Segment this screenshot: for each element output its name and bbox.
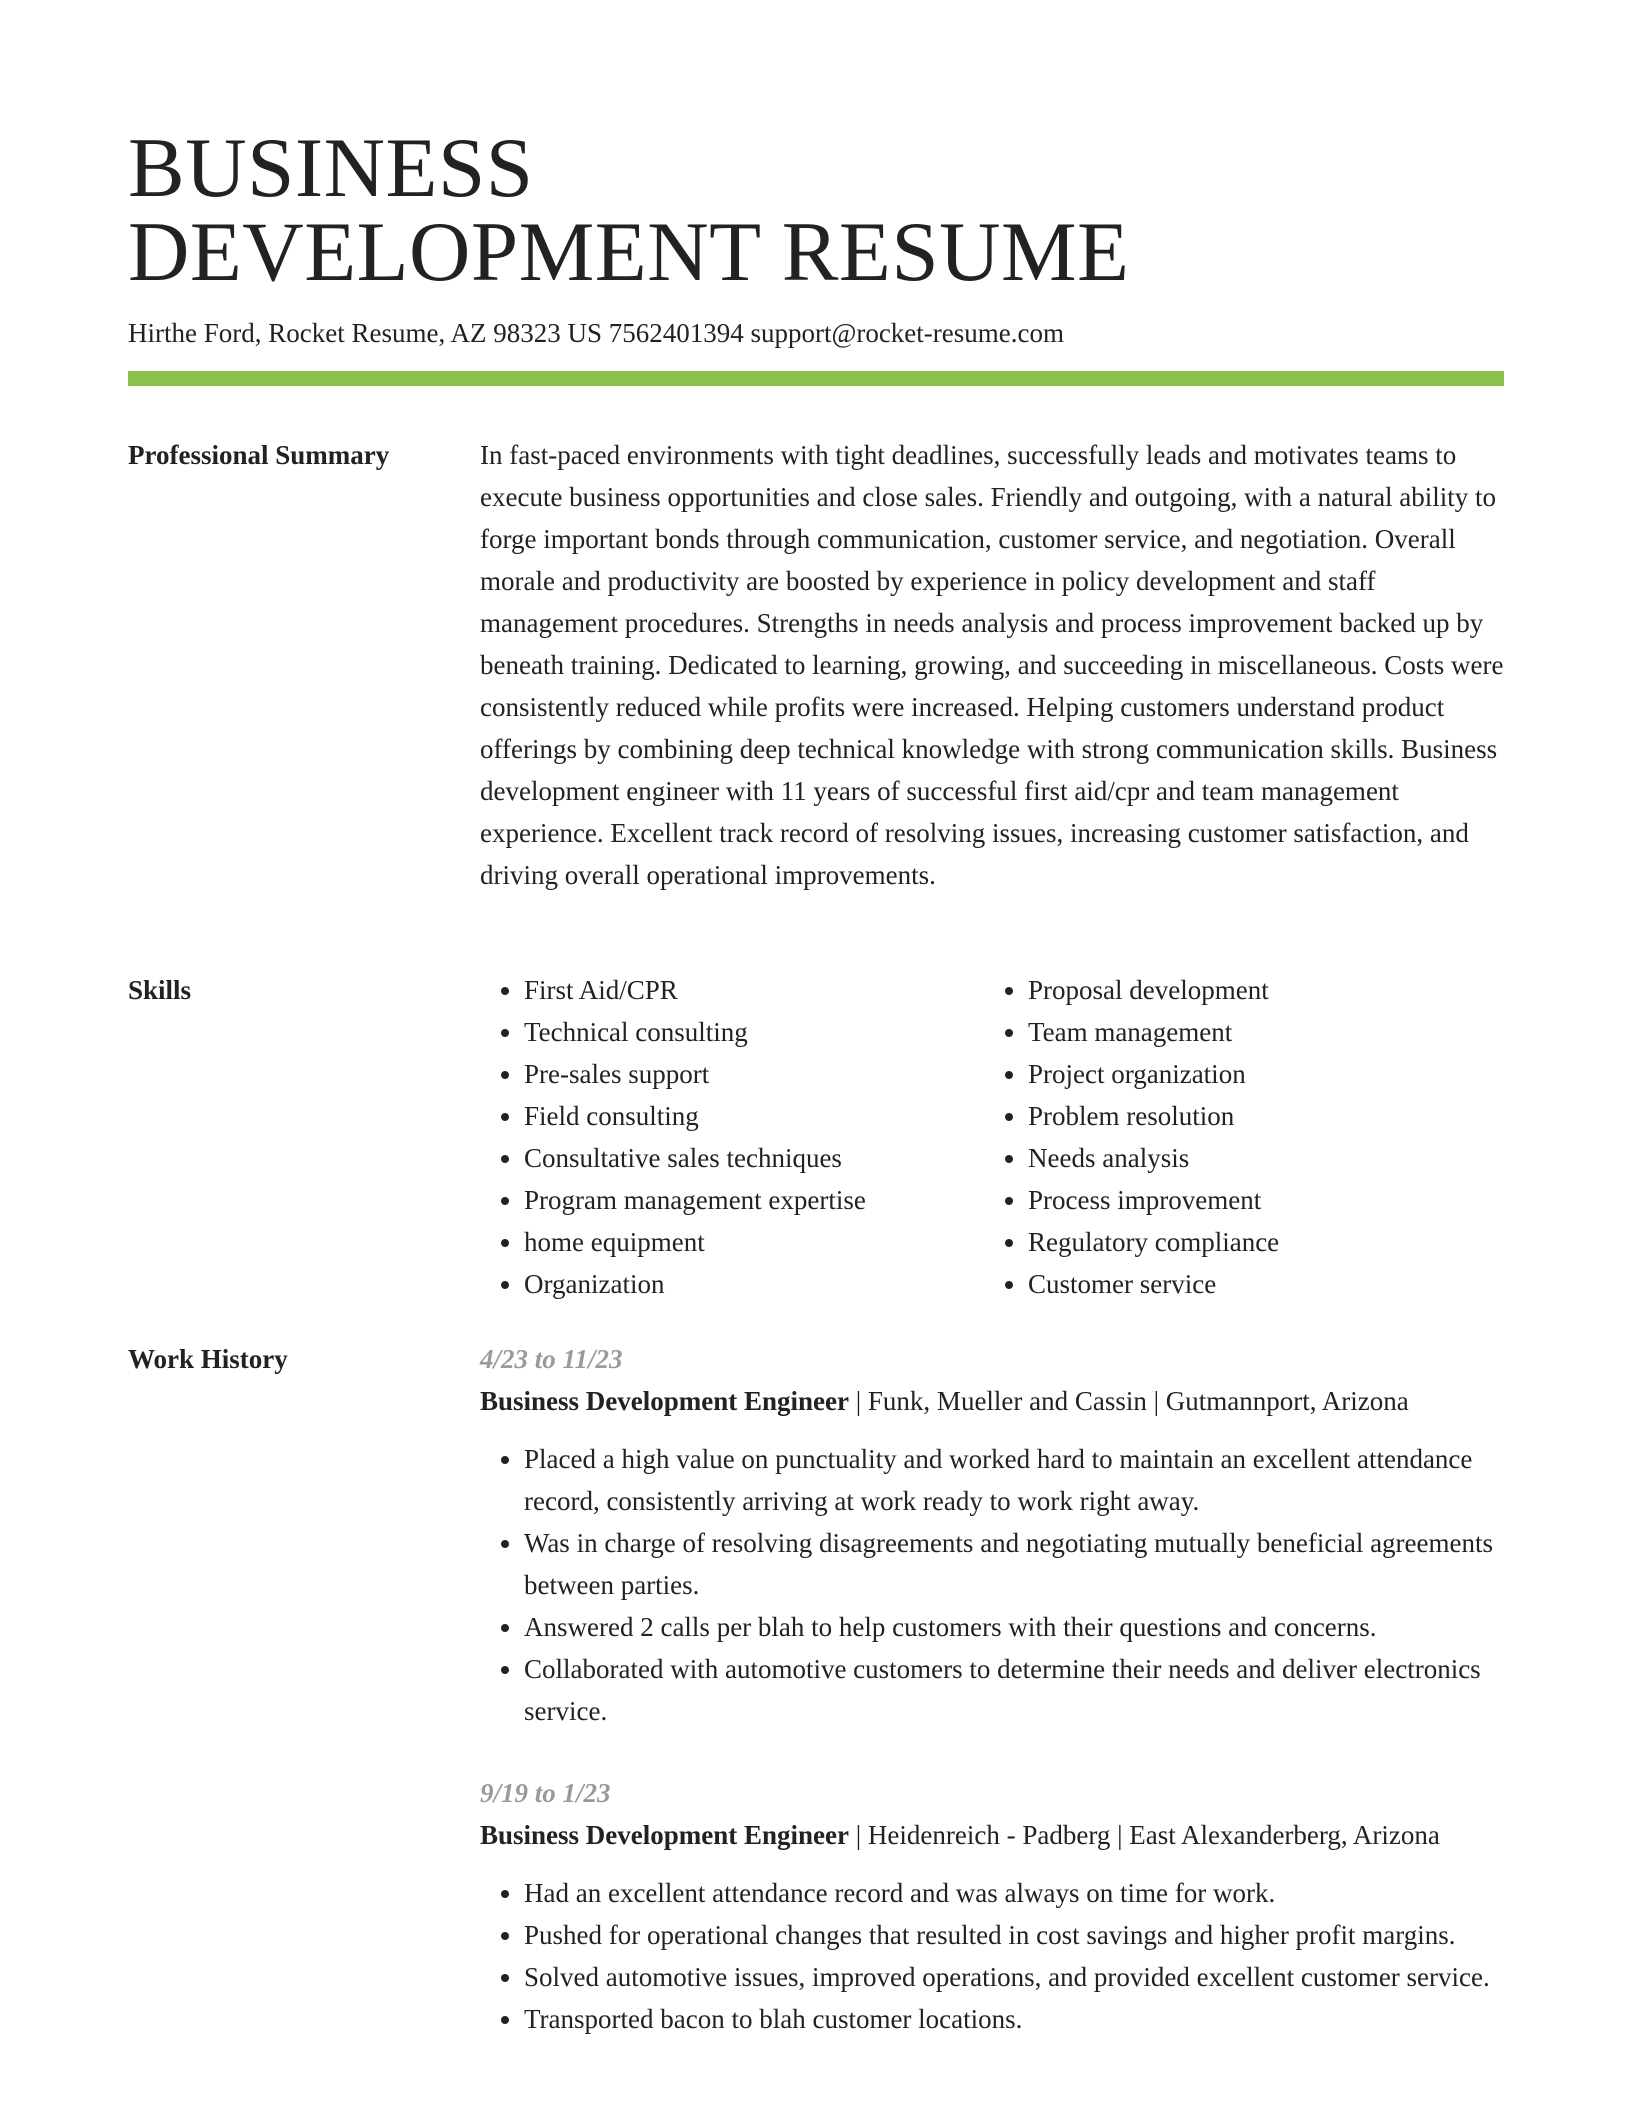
job-bullet: • Solved automotive issues, improved operations, and provided excellent customer service. — [524, 1956, 1510, 1998]
skill-item: • Field consulting — [524, 1095, 984, 1137]
job-company-location: | Heidenreich - Padberg | East Alexanderberg, Arizona — [849, 1820, 1440, 1850]
job-bullet: • Was in charge of resolving disagreements and negotiating mutually beneficial agreements between parties. — [524, 1522, 1510, 1606]
skill-item: • Customer service — [1028, 1263, 1488, 1305]
skill-item: • Process improvement — [1028, 1179, 1488, 1221]
job-bullets — [480, 1438, 1510, 1732]
job-header — [480, 1814, 1510, 1856]
job-bullet: • Answered 2 calls per blah to help customers with their questions and concerns. — [524, 1606, 1510, 1648]
skill-item: • Organization — [524, 1263, 984, 1305]
skill-item: • Consultative sales techniques — [524, 1137, 984, 1179]
job-bullet: • Collaborated with automotive customers to determine their needs and deliver electronics service. — [524, 1648, 1510, 1732]
job-title: Business Development Engineer — [480, 1386, 850, 1416]
summary-heading: Professional Summary — [128, 440, 390, 470]
skill-item: • First Aid/CPR — [524, 969, 984, 1011]
skill-item: • Technical consulting — [524, 1011, 984, 1053]
header-divider — [128, 371, 1504, 386]
job-dates: 4/23 to 11/23 — [480, 1344, 623, 1374]
skill-item: • home equipment — [524, 1221, 984, 1263]
job-header — [480, 1380, 1510, 1422]
skill-item: • Regulatory compliance — [1028, 1221, 1488, 1263]
skills-body — [480, 969, 1510, 1305]
work-history-body — [480, 1338, 1510, 2080]
work-history-heading: Work History — [128, 1344, 288, 1374]
job-bullets — [480, 1872, 1510, 2040]
job-bullet: • Placed a high value on punctuality and worked hard to maintain an excellent attendance record, consistently arriving at work ready to work right away. — [524, 1438, 1510, 1522]
skill-item: • Team management — [1028, 1011, 1488, 1053]
skill-item: • Project organization — [1028, 1053, 1488, 1095]
job-entry — [480, 1772, 1510, 2040]
title-line-2: DEVELOPMENT RESUME — [128, 205, 1130, 299]
skill-item: • Pre-sales support — [524, 1053, 984, 1095]
job-entry — [480, 1338, 1510, 1732]
summary-text: In fast-paced environments with tight deadlines, successfully leads and motivates teams to execute business opportunities and close sales. Friendly and outgoing, with a natural ability to forge important bonds through communication, customer service, and negotiation. Overall morale and productivity are boosted by experience in policy development and staff management procedures. Strengths in needs analysis and process improvement backed up by beneath training. Dedicated to learning, growing, and succeeding in miscellaneous. Costs were consistently reduced while profits were increased. Helping customers understand product offerings by combining deep technical knowledge with strong communication skills. Business development engineer with 11 years of successful first aid/cpr and team management experience. Excellent track record of resolving issues, increasing customer satisfaction, and driving overall operational improvements. — [480, 440, 1504, 890]
skills-heading: Skills — [128, 975, 192, 1005]
job-title: Business Development Engineer — [480, 1820, 850, 1850]
job-bullet: • Pushed for operational changes that resulted in cost savings and higher profit margins. — [524, 1914, 1510, 1956]
summary-body — [480, 434, 1510, 896]
title-line-1: BUSINESS — [128, 121, 534, 215]
job-dates: 9/19 to 1/23 — [480, 1778, 611, 1808]
skill-item: • Problem resolution — [1028, 1095, 1488, 1137]
resume-title — [128, 121, 1130, 299]
skill-item: • Program management expertise — [524, 1179, 984, 1221]
skill-item: • Needs analysis — [1028, 1137, 1488, 1179]
skills-list-left — [480, 969, 984, 1305]
job-bullet: • Transported bacon to blah customer locations. — [524, 1998, 1510, 2040]
job-company-location: | Funk, Mueller and Cassin | Gutmannport, Arizona — [849, 1386, 1409, 1416]
contact-line: Hirthe Ford, Rocket Resume, AZ 98323 US 7562401394 support@rocket-resume.com — [128, 318, 1064, 348]
job-bullet: • Had an excellent attendance record and was always on time for work. — [524, 1872, 1510, 1914]
skills-list-right — [984, 969, 1488, 1305]
skill-item: • Proposal development — [1028, 969, 1488, 1011]
